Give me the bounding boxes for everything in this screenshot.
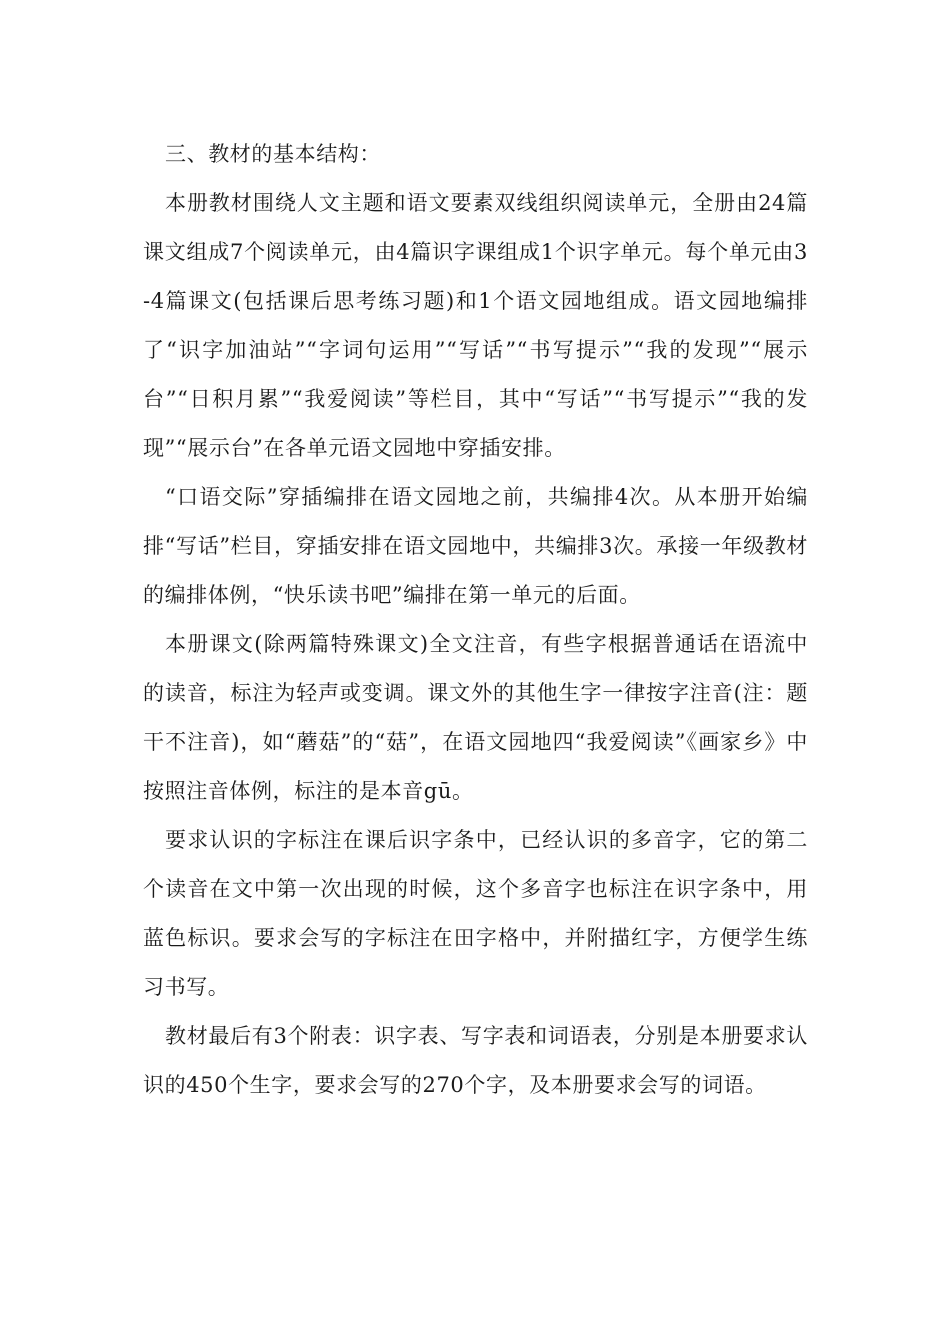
section-heading: 三、教材的基本结构： [165, 142, 381, 166]
paragraph-oral-communication: “口语交际”穿插编排在语文园地之前，共编排4次。从本册开始编排“写话”栏目，穿插安排在语文园地中，共编排3次。承接一年级教材的编排体例，“快乐读书吧”编排在第一单元的后面。 [143, 485, 808, 607]
paragraph-structure: 本册教材围绕人文主题和语文要素双线组织阅读单元，全册由24篇课文组成7个阅读单元，由4篇识字课组成1个识字单元。每个单元由3-4篇课文(包括课后思考练习题)和1个语文园地组成。语文园地编排了“识字加油站”“字词句运用”“写话”“书写提示”“我的发现”“展示台”“日积月累”“我爱阅读”等栏目，其中“写话”“书写提示”“我的发现”“展示台”在各单元语文园地中穿插安排。 [143, 191, 808, 460]
paragraph-appendix: 教材最后有3个附表：识字表、写字表和词语表，分别是本册要求认识的450个生字，要求会写的270个字，及本册要求会写的词语。 [143, 1024, 808, 1097]
paragraph-pinyin: 本册课文(除两篇特殊课文)全文注音，有些字根据普通话在语流中的读音，标注为轻声或变调。课文外的其他生字一律按字注音(注：题干不注音)，如“蘑菇”的“菇”，在语文园地四“我爱阅读”《画家乡》中按照注音体例，标注的是本音gū。 [143, 632, 808, 803]
document-body [143, 130, 808, 1110]
paragraph-character-marking: 要求认识的字标注在课后识字条中，已经认识的多音字，它的第二个读音在文中第一次出现的时候，这个多音字也标注在识字条中，用蓝色标识。要求会写的字标注在田字格中，并附描红字，方便学生练习书写。 [143, 828, 808, 999]
